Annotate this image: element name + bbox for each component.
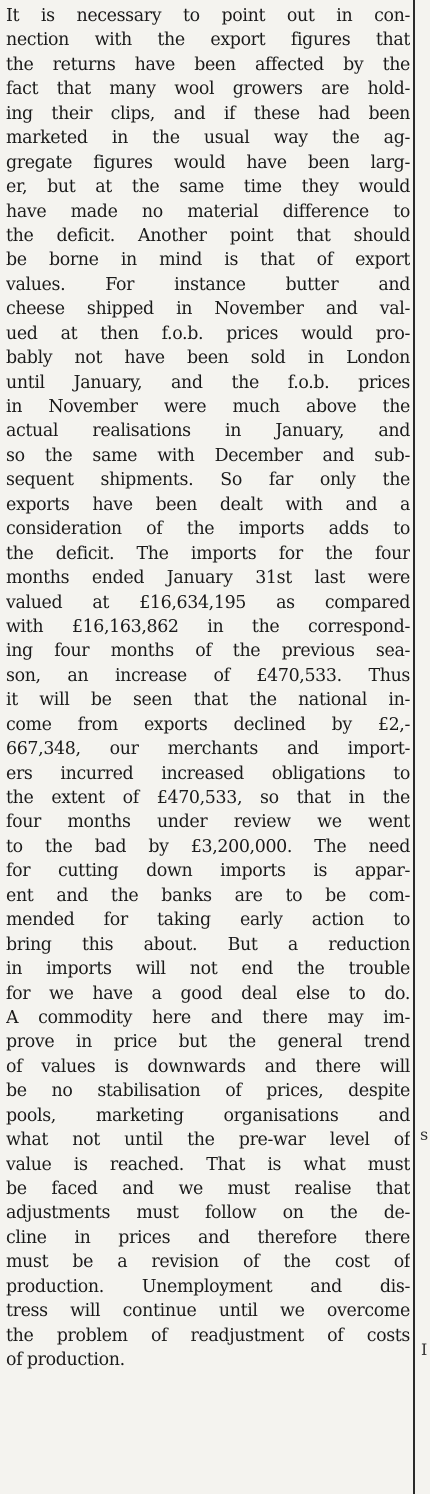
article-column bbox=[6, 4, 410, 1490]
text-line: mended for taking early action to bbox=[6, 910, 410, 931]
text-line: actual realisations in January, and bbox=[6, 421, 410, 442]
text-line: 667,348, our merchants and import- bbox=[6, 739, 410, 760]
text-line: it will be seen that the national in- bbox=[6, 690, 410, 711]
text-line: ers incurred increased obligations to bbox=[6, 763, 410, 784]
text-line: what not until the pre-war level of bbox=[6, 1130, 410, 1151]
column-rule bbox=[413, 0, 415, 1494]
text-line: It is necessary to point out in con- bbox=[6, 6, 410, 26]
text-line: must be a revision of the cost of bbox=[6, 1252, 410, 1273]
text-line: of production. bbox=[6, 1350, 125, 1371]
text-line: ued at then f.o.b. prices would pro- bbox=[6, 323, 410, 344]
text-line: gregate figures would have been larg- bbox=[6, 152, 410, 173]
text-line: sequent shipments. So far only the bbox=[6, 470, 410, 491]
text-line: exports have been dealt with and a bbox=[6, 494, 410, 515]
text-line: bably not have been sold in London bbox=[6, 348, 410, 369]
text-line: cheese shipped in November and val- bbox=[6, 299, 410, 320]
text-line: values. For instance butter and bbox=[6, 274, 410, 295]
text-line: of values is downwards and there will bbox=[6, 1056, 410, 1077]
text-line: so the same with December and sub- bbox=[6, 445, 410, 466]
text-line: the returns have been affected by the bbox=[6, 54, 410, 75]
text-line: prove in price but the general trend bbox=[6, 1032, 410, 1053]
text-line: in imports will not end the trouble bbox=[6, 959, 410, 980]
text-line: have made no material difference to bbox=[6, 201, 410, 222]
text-line: be borne in mind is that of export bbox=[6, 250, 410, 271]
text-line: the extent of £470,533, so that in the bbox=[6, 788, 410, 808]
text-line: to the bad by £3,200,000. The need bbox=[6, 836, 410, 857]
text-line: the deficit. The imports for the four bbox=[6, 543, 410, 564]
text-line: the deficit. Another point that should bbox=[6, 225, 410, 246]
text-line: fact that many wool growers are hold- bbox=[6, 79, 410, 100]
text-line: pools, marketing organisations and bbox=[6, 1105, 410, 1126]
text-line: son, an increase of £470,533. Thus bbox=[6, 665, 410, 686]
text-line: nection with the export figures that bbox=[6, 30, 410, 51]
text-line: until January, and the f.o.b. prices bbox=[6, 372, 410, 393]
text-line: bring this about. But a reduction bbox=[6, 934, 410, 955]
text-line: er, but at the same time they would bbox=[6, 177, 410, 198]
text-line: tress will continue until we overcome bbox=[6, 1301, 410, 1322]
text-line: valued at £16,634,195 as compared bbox=[6, 592, 410, 613]
text-line: four months under review we went bbox=[6, 812, 410, 833]
margin-mark: I bbox=[421, 1340, 428, 1359]
text-line: adjustments must follow on the de- bbox=[6, 1203, 410, 1224]
text-line: A commodity here and there may im- bbox=[6, 1007, 410, 1028]
text-line: ing their clips, and if these had been bbox=[6, 103, 410, 124]
text-line: ing four months of the previous sea- bbox=[6, 641, 410, 662]
margin-mark: s bbox=[420, 1125, 429, 1144]
text-line: months ended January 31st last were bbox=[6, 568, 410, 589]
text-line: for cutting down imports is appar- bbox=[6, 861, 410, 882]
text-line: marketed in the usual way the ag- bbox=[6, 128, 410, 149]
text-line: consideration of the imports adds to bbox=[6, 519, 410, 540]
text-line: production. Unemployment and dis- bbox=[6, 1276, 410, 1297]
text-line: the problem of readjustment of costs bbox=[6, 1325, 410, 1346]
text-line: value is reached. That is what must bbox=[6, 1154, 410, 1175]
text-line: ent and the banks are to be com- bbox=[6, 885, 410, 906]
text-line: come from exports declined by £2,- bbox=[6, 714, 410, 735]
text-line: be no stabilisation of prices, despite bbox=[6, 1081, 410, 1102]
text-line: for we have a good deal else to do. bbox=[6, 983, 410, 1004]
text-line: cline in prices and therefore there bbox=[6, 1227, 410, 1248]
text-line: with £16,163,862 in the correspond- bbox=[6, 616, 410, 637]
text-line: in November were much above the bbox=[6, 397, 410, 417]
text-line: be faced and we must realise that bbox=[6, 1179, 410, 1199]
